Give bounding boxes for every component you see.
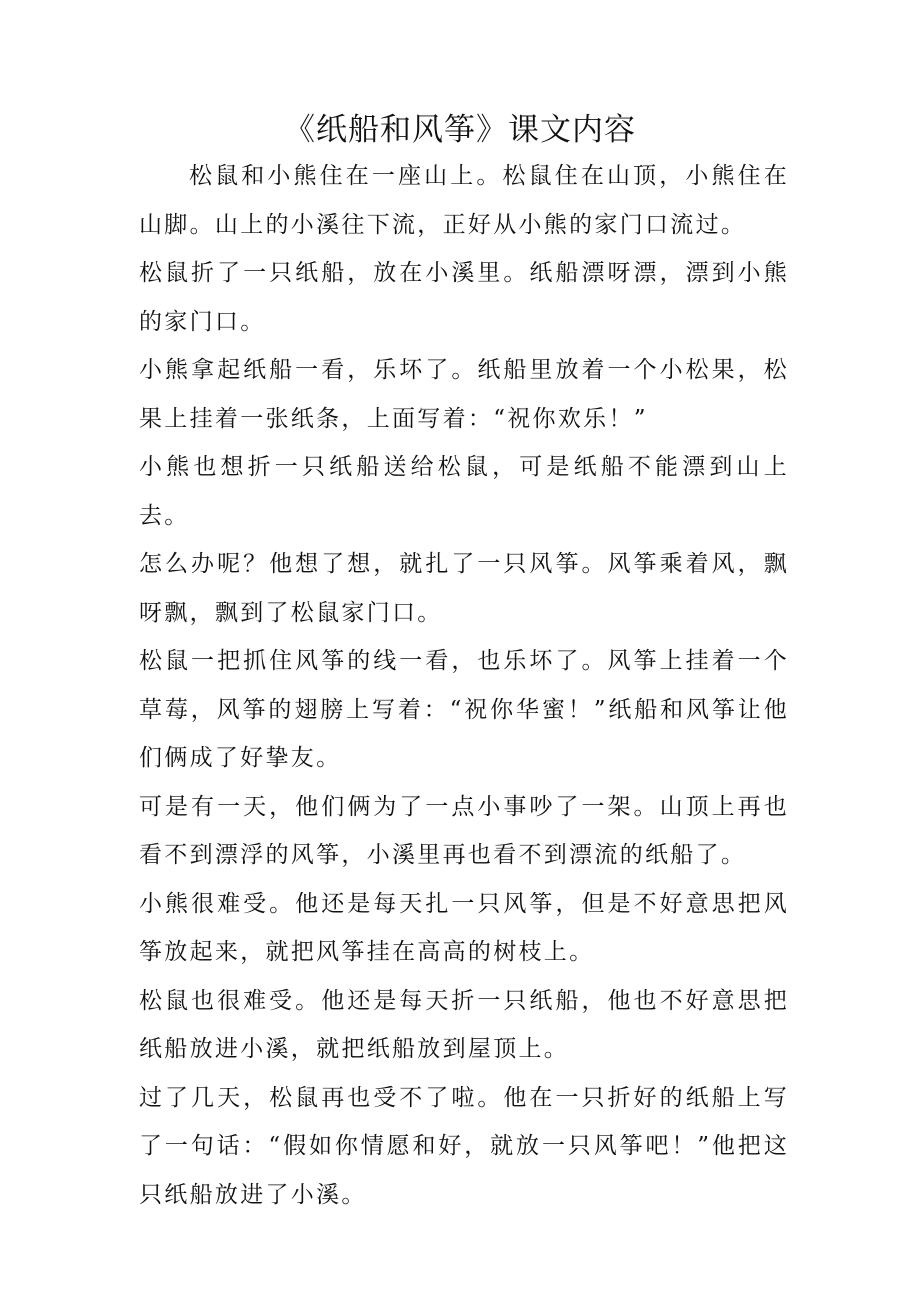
paragraph: 可是有一天，他们俩为了一点小事吵了一架。山顶上再也看不到漂浮的风筝，小溪里再也看不到漂流的纸船了。 [139,793,789,868]
document-title: 《纸船和风筝》课文内容 [284,112,636,148]
paragraph: 小熊也想折一只纸船送给松鼠，可是纸船不能漂到山上去。 [139,454,789,529]
paragraph: 小熊拿起纸船一看，乐坏了。纸船里放着一个小松果，松果上挂着一张纸条，上面写着：“祝你欢乐！” [139,357,789,432]
paragraph: 小熊很难受。他还是每天扎一只风筝，但是不好意思把风筝放起来，就把风筝挂在高高的树枝上。 [139,890,789,965]
paragraph: 松鼠和小熊住在一座山上。松鼠住在山顶，小熊住在山脚。山上的小溪往下流，正好从小熊的家门口流过。 [139,163,789,238]
paragraph: 松鼠也很难受。他还是每天折一只纸船，他也不好意思把纸船放进小溪，就把纸船放到屋顶上。 [139,987,789,1062]
paragraph: 松鼠折了一只纸船，放在小溪里。纸船漂呀漂，漂到小熊的家门口。 [139,260,789,335]
document-body [139,152,789,1219]
paragraph: 过了几天，松鼠再也受不了啦。他在一只折好的纸船上写了一句话：“假如你情愿和好，就放一只风筝吧！”他把这只纸船放进了小溪。 [139,1084,789,1208]
paragraph: 松鼠一把抓住风筝的线一看，也乐坏了。风筝上挂着一个草莓，风筝的翅膀上写着：“祝你华蜜！”纸船和风筝让他们俩成了好挚友。 [139,648,789,771]
paragraph: 怎么办呢？他想了想，就扎了一只风筝。风筝乘着风，飘呀飘，飘到了松鼠家门口。 [139,551,789,626]
